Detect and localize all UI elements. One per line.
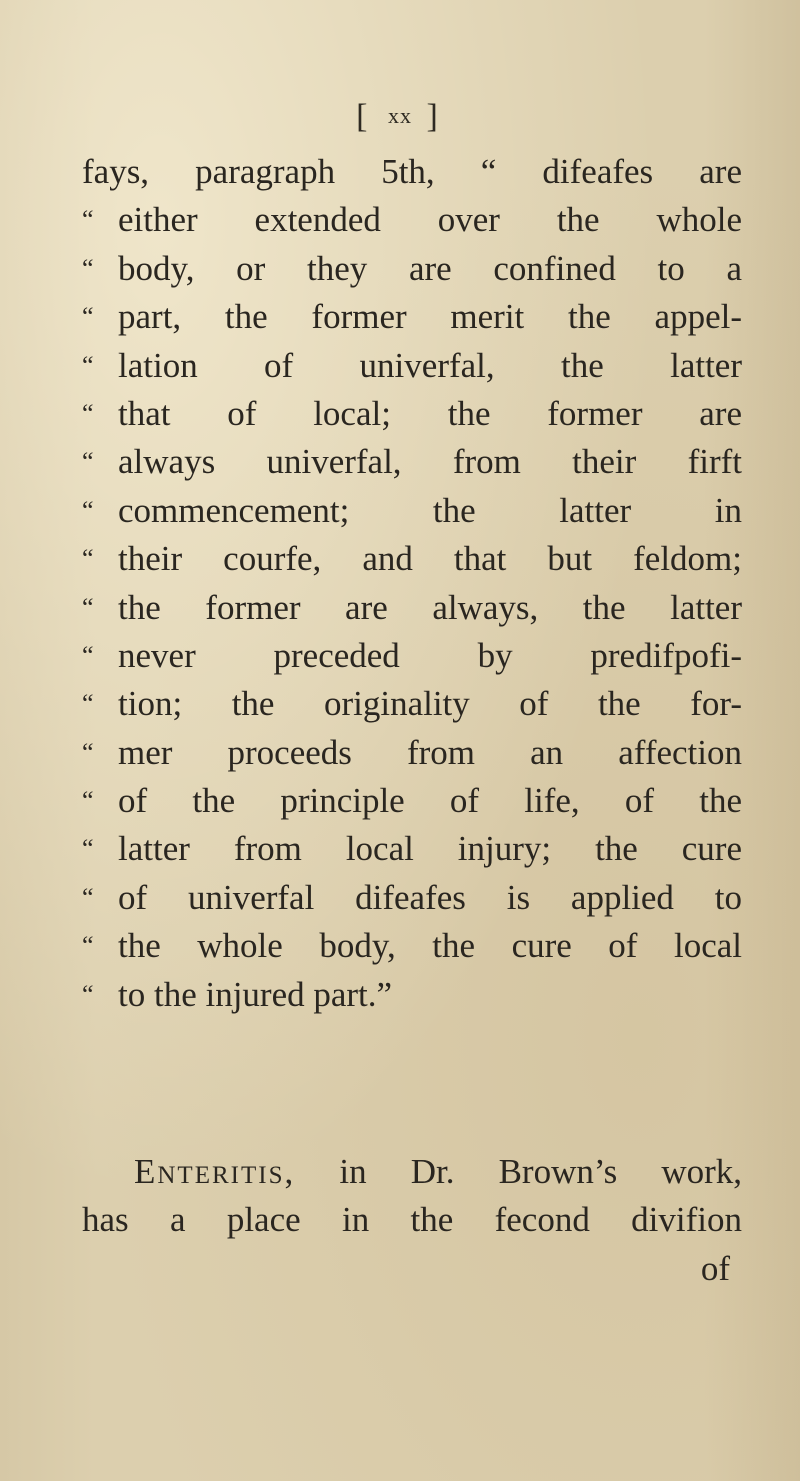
quote-mark: “ (82, 398, 94, 428)
quote-mark: “ (82, 253, 94, 283)
paragraph-enteritis (82, 1148, 742, 1245)
line-text: tion; the originality of the for- (118, 684, 742, 724)
text-line (82, 922, 742, 970)
line-text: the whole body, the cure of local (118, 926, 742, 966)
quote-mark: “ (82, 834, 94, 864)
text-line (82, 535, 742, 583)
page-number: xx (388, 103, 412, 128)
quote-mark: “ (82, 592, 94, 622)
line-text: of univerfal difeafes is applied to (118, 877, 742, 917)
text-line (82, 874, 742, 922)
quote-mark: “ (82, 495, 94, 525)
line-text: of the principle of life, of the (118, 781, 742, 821)
line-text: mer proceeds from an affection (118, 732, 742, 772)
line-text: fays, paragraph 5th, “ difeafes are (82, 152, 742, 191)
text-line (82, 729, 742, 777)
quote-mark: “ (82, 979, 94, 1009)
quote-mark: “ (82, 350, 94, 380)
quote-mark: “ (82, 689, 94, 719)
line-text: lation of univerfal, the latter (118, 345, 742, 385)
quote-mark: “ (82, 786, 94, 816)
line-text: that of local; the former are (118, 393, 742, 433)
lead-word: Enteritis, (134, 1152, 296, 1191)
text-line (82, 148, 742, 196)
text-line (82, 584, 742, 632)
line-text: either extended over the whole (118, 200, 742, 240)
quote-mark: “ (82, 544, 94, 574)
catchword: of (700, 1249, 730, 1288)
header-open-bracket: [ (356, 98, 374, 135)
text-line (82, 825, 742, 873)
page-header (0, 98, 800, 136)
text-line (82, 293, 742, 341)
quote-mark: “ (82, 882, 94, 912)
paragraph-quotation (82, 148, 742, 1019)
quote-mark: “ (82, 447, 94, 477)
line-text: the former are always, the latter (118, 587, 742, 627)
line-text: commencement; the latter in (118, 490, 742, 530)
text-line (82, 245, 742, 293)
quote-mark: “ (82, 737, 94, 767)
line-text: to the injured part.” (118, 974, 393, 1014)
header-close-bracket: ] (426, 98, 444, 135)
text-line (82, 1148, 742, 1196)
text-line (82, 438, 742, 486)
text-line (82, 390, 742, 438)
line-text: latter from local injury; the cure (118, 829, 742, 869)
text-line (82, 487, 742, 535)
line-text: part, the former merit the appel- (118, 297, 742, 337)
quote-mark: “ (82, 302, 94, 332)
line-text: their courfe, and that but feldom; (118, 539, 742, 579)
line-text: always univerfal, from their firft (118, 442, 742, 482)
text-line (82, 777, 742, 825)
text-line (82, 680, 742, 728)
text-line (82, 632, 742, 680)
text-line (82, 342, 742, 390)
text-line (82, 971, 742, 1019)
line-text: has a place in the fecond divifion (82, 1200, 742, 1240)
text-line (82, 196, 742, 244)
line-text-rest: in Dr. Brown’s work, (339, 1152, 742, 1191)
line-text: body, or they are confined to a (118, 248, 742, 288)
text-line (82, 1196, 742, 1244)
quote-mark: “ (82, 205, 94, 235)
quote-mark: “ (82, 640, 94, 670)
quote-mark: “ (82, 931, 94, 961)
line-text: never preceded by predifpofi- (118, 635, 742, 675)
line-text (134, 1148, 742, 1196)
